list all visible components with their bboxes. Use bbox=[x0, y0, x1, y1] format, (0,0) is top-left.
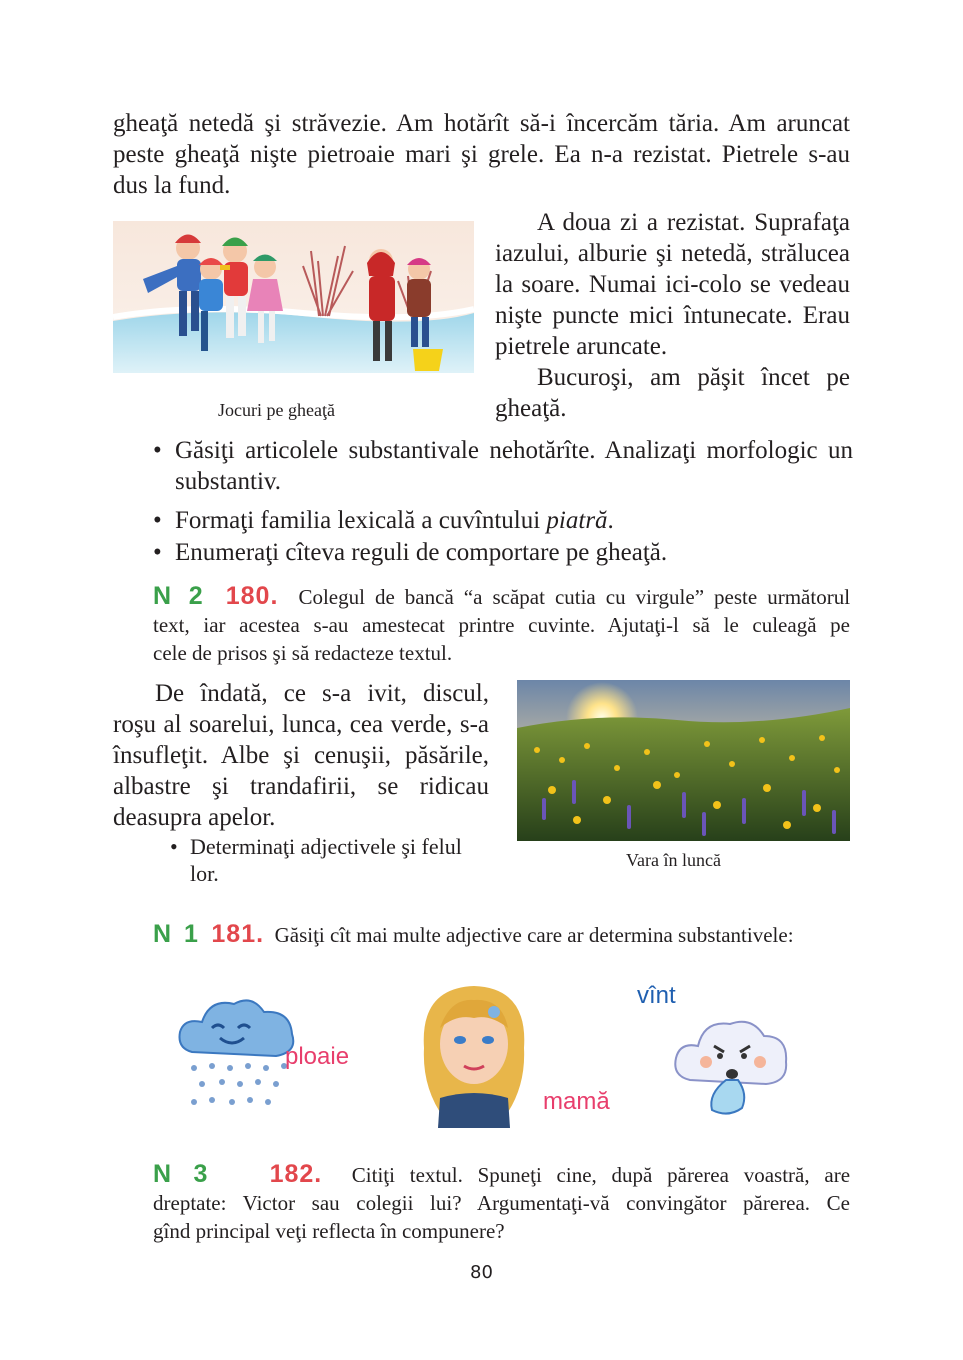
exercise-text bbox=[113, 678, 489, 833]
exercise-number: 182. bbox=[269, 1160, 323, 1188]
page-number: 80 bbox=[470, 1262, 493, 1283]
task-bullet bbox=[153, 435, 853, 497]
text-line: lor. bbox=[190, 861, 219, 886]
text-line: Bucuroşi, am păşit încet pe bbox=[537, 364, 850, 391]
rain-cloud-icon bbox=[172, 990, 302, 1120]
exercise-180: N 2 180. Colegul de bancă “a scăpat cutia cu virgule” peste următorul text, iar acestea s-au amestecat printre cuvinte. Ajutaţi-l să le culeagă pe cele de prisos şi să redacteze textul. bbox=[153, 582, 851, 665]
task-bullet bbox=[170, 833, 490, 889]
sunset-meadow-image bbox=[517, 680, 850, 841]
text-line: gînd principal veţi reflecta în compunere? bbox=[153, 1219, 505, 1243]
exercise-181: N 1 181. Găsiţi cît mai multe adjective care ar determina substantivele: bbox=[153, 920, 794, 948]
exercise-number: 180. bbox=[225, 582, 279, 610]
text-line: Găsiţi articolele substantivale nehotărîte. Analizaţi morfologic un bbox=[175, 437, 853, 464]
text-line: gheaţă. bbox=[495, 395, 567, 422]
bullet-dot: • bbox=[153, 539, 162, 566]
text-line: A doua zi a rezistat. Suprafaţa bbox=[537, 209, 850, 236]
bullet-dot: • bbox=[153, 437, 162, 464]
text-line: De îndată, ce s-a ivit, discul, bbox=[155, 680, 489, 707]
noun-rain-label: ploaie bbox=[285, 1043, 350, 1070]
bullet-dot: • bbox=[153, 507, 162, 534]
wind-cloud-icon bbox=[668, 1010, 793, 1120]
text-line: gheaţă netedă şi străvezie. Am hotărît să-i încercăm tăria. Am aruncat bbox=[113, 110, 850, 137]
text-line: nişte puncte mici întunecate. Erau bbox=[495, 302, 850, 329]
exercise-number: 181. bbox=[211, 920, 265, 948]
task-bullet: • Enumeraţi cîteva reguli de comportare pe gheaţă. bbox=[153, 539, 668, 566]
text-line: deasupra apelor. bbox=[113, 804, 276, 831]
noun-mother-label: mamă bbox=[543, 1088, 610, 1115]
story-paragraph bbox=[495, 207, 850, 424]
mother-portrait-icon bbox=[410, 978, 538, 1128]
text-line: roşu al soarelui, lunca, cea verde, s-a bbox=[113, 711, 489, 738]
emphasized-word: piatră bbox=[546, 507, 608, 534]
exercise-level-tag: N 3 bbox=[153, 1160, 211, 1188]
bullet-dot: • bbox=[170, 834, 178, 859]
exercise-level-tag: N 2 bbox=[153, 582, 206, 610]
text-line: Determinaţi adjectivele şi felul bbox=[190, 834, 462, 859]
noun-wind-label: vînt bbox=[637, 982, 676, 1009]
exercise-182: N 3 182. Citiţi textul. Spuneţi cine, după părerea voastră, are dreptate: Victor sau colegii lui? Argumentaţi-vă convingător părerea. Ce gînd principal veţi reflecta în compunere? bbox=[153, 1160, 851, 1243]
meadow-image-caption: Vara în luncă bbox=[626, 850, 721, 870]
text-line: dreptate: Victor sau colegii lui? Argumentaţi-vă convingător părerea. Ce bbox=[153, 1191, 850, 1215]
task-bullet: • Formaţi familia lexicală a cuvîntului piatră. bbox=[153, 507, 614, 534]
text-line: la soare. Numai ici-colo se vedeau bbox=[495, 271, 850, 298]
text-line: cele de prisos şi să redacteze textul. bbox=[153, 641, 453, 665]
text-line: substantiv. bbox=[175, 468, 282, 495]
text-line: text, iar acestea s-au amestecat printre cuvinte. Ajutaţi-l să le culeagă pe bbox=[153, 613, 850, 637]
skating-children-image bbox=[113, 221, 474, 373]
text-line: pietrele aruncate. bbox=[495, 333, 668, 360]
exercise-level-tag: N 1 bbox=[153, 920, 201, 948]
skating-image-caption: Jocuri pe gheaţă bbox=[218, 400, 335, 420]
text-line: dus la fund. bbox=[113, 172, 231, 199]
intro-paragraph bbox=[113, 108, 850, 201]
text-line: însufleţit. Albe şi cenuşii, păsările, bbox=[113, 742, 489, 769]
text-line: peste gheaţă nişte pietroaie mari şi grele. Ea n-a rezistat. Pietrele s-au bbox=[113, 141, 850, 168]
text-line: albastre şi trandafirii, se ridicau bbox=[113, 773, 489, 800]
text-line: iazului, alburie şi netedă, strălucea bbox=[495, 240, 850, 267]
